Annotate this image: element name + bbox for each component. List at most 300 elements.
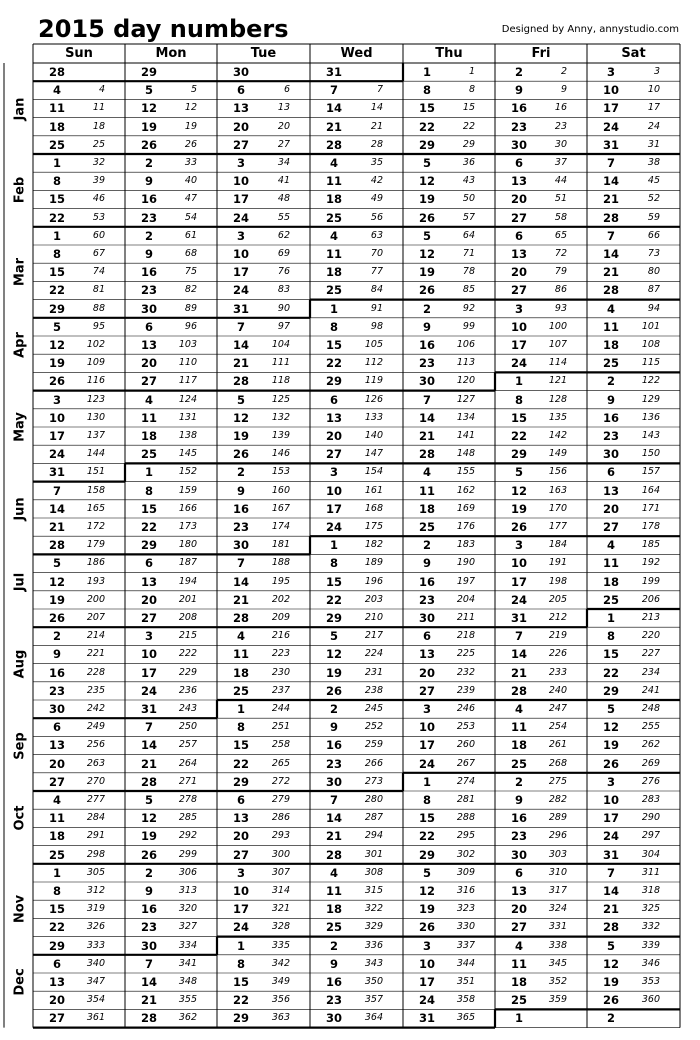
day-of-year: 360 — [641, 994, 660, 1006]
day-of-year: 150 — [641, 448, 660, 460]
day-of-year: 49 — [370, 193, 383, 205]
day-of-month: 2 — [52, 629, 61, 644]
day-of-month: 18 — [325, 192, 342, 207]
day-of-year: 313 — [178, 885, 197, 896]
day-of-month: 1 — [422, 65, 431, 79]
day-of-year: 60 — [92, 229, 105, 241]
day-of-year: 36 — [462, 157, 475, 168]
day-of-year: 272 — [271, 775, 290, 787]
day-of-year: 225 — [456, 648, 475, 660]
page-title: 2015 day numbers — [38, 15, 289, 43]
day-of-year: 29 — [462, 138, 475, 150]
day-of-year: 34 — [277, 157, 290, 168]
day-of-month: 26 — [602, 993, 619, 1008]
day-of-year: 120 — [456, 375, 475, 387]
weekday-header-sun: Sun — [65, 46, 93, 61]
day-of-year: 170 — [548, 502, 567, 514]
day-of-year: 265 — [271, 757, 290, 769]
day-of-year: 319 — [86, 903, 105, 915]
day-of-year: 89 — [184, 302, 197, 314]
day-of-month: 12 — [418, 174, 435, 189]
day-of-year: 157 — [641, 466, 660, 478]
day-of-year: 355 — [178, 994, 197, 1006]
day-of-year: 200 — [86, 593, 105, 605]
day-of-year: 303 — [548, 848, 567, 860]
day-of-year: 38 — [647, 157, 660, 168]
day-of-year: 124 — [178, 393, 197, 405]
day-of-month: 23 — [418, 592, 435, 607]
day-of-month: 14 — [418, 410, 435, 425]
day-of-month: 4 — [329, 228, 338, 243]
day-of-month: 8 — [329, 556, 338, 571]
day-of-month: 19 — [418, 192, 435, 207]
day-of-month: 15 — [418, 101, 435, 116]
day-of-month: 4 — [422, 465, 431, 480]
day-of-year: 201 — [178, 593, 197, 605]
day-of-year: 229 — [178, 666, 197, 678]
day-of-year: 146 — [271, 448, 290, 460]
day-of-year: 167 — [271, 502, 290, 514]
day-of-month: 20 — [48, 993, 65, 1008]
designer-credit: Designed by Anny, annystudio.com — [501, 24, 679, 35]
day-of-year: 96 — [184, 320, 197, 332]
day-of-month: 15 — [48, 902, 65, 917]
day-of-year: 77 — [370, 266, 383, 278]
day-of-year: 138 — [178, 430, 197, 441]
day-of-month: 22 — [232, 756, 249, 771]
day-of-month: 30 — [140, 938, 157, 953]
day-of-month: 23 — [140, 210, 157, 225]
day-of-year: 168 — [364, 502, 383, 514]
day-of-year: 132 — [271, 411, 290, 423]
day-of-month: 15 — [510, 410, 527, 425]
day-of-year: 93 — [554, 302, 567, 314]
weekday-header-thu: Thu — [435, 46, 463, 61]
day-of-month: 8 — [236, 956, 245, 971]
day-of-month: 13 — [48, 975, 65, 989]
day-of-month: 22 — [602, 665, 619, 680]
day-of-month: 25 — [602, 356, 619, 371]
day-of-month: 17 — [140, 665, 157, 680]
day-of-year: 3 — [653, 66, 660, 77]
day-of-month: 10 — [232, 247, 249, 261]
day-of-month: 19 — [418, 902, 435, 917]
day-of-month: 22 — [325, 592, 342, 607]
day-of-year: 328 — [271, 921, 290, 933]
day-of-month: 15 — [48, 192, 65, 207]
day-of-month: 10 — [325, 483, 342, 498]
day-of-month: 2 — [422, 301, 431, 316]
day-of-month: 18 — [602, 574, 619, 589]
day-of-month: 29 — [140, 65, 157, 79]
weekday-header-tue: Tue — [250, 46, 277, 61]
day-of-month: 9 — [329, 720, 338, 735]
day-of-month: 12 — [325, 647, 342, 662]
day-of-year: 279 — [271, 794, 290, 805]
month-label-text: Nov — [12, 895, 28, 924]
day-of-month: 29 — [48, 301, 65, 316]
day-of-month: 26 — [325, 683, 342, 698]
day-of-month: 17 — [510, 338, 527, 352]
day-of-month: 2 — [144, 865, 153, 880]
day-of-month: 20 — [140, 356, 157, 371]
day-of-month: 5 — [422, 865, 431, 880]
day-of-month: 31 — [48, 465, 65, 480]
day-of-year: 148 — [456, 448, 475, 460]
day-of-month: 3 — [606, 65, 615, 79]
day-of-month: 19 — [232, 429, 249, 443]
day-of-month: 29 — [418, 137, 435, 152]
day-of-year: 78 — [462, 266, 475, 278]
day-of-month: 28 — [602, 210, 619, 225]
day-of-month: 15 — [232, 975, 249, 989]
day-of-year: 46 — [92, 193, 105, 205]
day-of-year: 268 — [548, 757, 567, 769]
day-of-month: 20 — [418, 665, 435, 680]
day-of-year: 101 — [641, 320, 660, 332]
day-of-month: 9 — [236, 483, 245, 498]
day-of-month: 23 — [418, 356, 435, 371]
day-of-month: 5 — [144, 793, 153, 807]
day-of-year: 249 — [86, 721, 105, 733]
day-of-year: 110 — [178, 357, 197, 369]
day-of-year: 160 — [271, 484, 290, 496]
day-of-year: 306 — [178, 866, 197, 878]
day-of-month: 6 — [606, 465, 615, 480]
day-of-month: 2 — [514, 774, 523, 789]
day-of-month: 13 — [140, 574, 157, 589]
day-of-year: 158 — [86, 484, 105, 496]
day-of-month: 3 — [144, 629, 153, 644]
day-of-month: 13 — [602, 483, 619, 498]
day-of-month: 11 — [418, 483, 435, 498]
day-of-month: 24 — [602, 119, 619, 134]
day-of-year: 47 — [184, 193, 197, 205]
day-of-year: 343 — [364, 957, 383, 969]
day-of-month: 24 — [232, 210, 249, 225]
day-of-month: 26 — [418, 920, 435, 935]
day-of-year: 211 — [456, 612, 475, 623]
day-of-month: 8 — [422, 793, 431, 807]
day-of-month: 7 — [144, 956, 153, 971]
day-of-month: 30 — [418, 374, 435, 389]
day-of-month: 4 — [514, 938, 523, 953]
day-of-year: 199 — [641, 575, 660, 587]
day-of-year: 79 — [554, 266, 567, 278]
day-of-month: 4 — [329, 865, 338, 880]
day-of-year: 221 — [86, 648, 105, 660]
day-of-month: 19 — [140, 829, 157, 844]
day-of-month: 6 — [52, 956, 61, 971]
day-of-year: 127 — [456, 393, 475, 405]
day-of-month: 12 — [140, 811, 157, 826]
day-of-year: 227 — [641, 648, 660, 660]
day-of-month: 12 — [48, 338, 65, 352]
day-of-year: 75 — [184, 266, 197, 278]
month-label-text: Dec — [12, 968, 28, 996]
month-label-text: Jan — [12, 97, 28, 120]
day-of-year: 27 — [277, 138, 290, 150]
day-of-month: 23 — [140, 283, 157, 298]
day-of-year: 64 — [462, 229, 475, 241]
day-of-year: 106 — [456, 339, 475, 350]
month-label-text: Jun — [12, 497, 28, 521]
day-of-year: 141 — [456, 430, 475, 441]
day-of-month: 12 — [232, 410, 249, 425]
day-of-year: 344 — [456, 957, 475, 969]
day-of-year: 318 — [641, 885, 660, 896]
day-of-month: 21 — [140, 993, 157, 1008]
day-of-year: 20 — [277, 120, 290, 132]
day-of-year: 82 — [184, 284, 197, 296]
day-of-month: 16 — [325, 738, 342, 753]
day-of-year: 320 — [178, 903, 197, 915]
day-of-year: 172 — [86, 521, 105, 532]
day-of-month: 22 — [48, 210, 65, 225]
day-of-year: 15 — [462, 102, 475, 114]
day-of-year: 248 — [641, 703, 660, 714]
day-of-month: 22 — [48, 920, 65, 935]
day-of-month: 26 — [48, 611, 65, 625]
day-of-month: 25 — [140, 447, 157, 462]
day-of-month: 21 — [325, 119, 342, 134]
day-of-month: 20 — [140, 592, 157, 607]
day-of-year: 315 — [364, 885, 383, 896]
day-of-month: 10 — [602, 83, 619, 98]
day-of-year: 126 — [364, 393, 383, 405]
day-of-year: 39 — [92, 175, 105, 187]
day-of-year: 224 — [364, 648, 383, 660]
day-of-month: 21 — [602, 192, 619, 207]
day-of-month: 13 — [232, 811, 249, 826]
day-of-month: 15 — [418, 811, 435, 826]
day-of-month: 30 — [232, 65, 249, 79]
day-of-year: 305 — [86, 866, 105, 878]
day-of-month: 30 — [602, 447, 619, 462]
day-of-year: 159 — [178, 484, 197, 496]
day-of-year: 206 — [641, 593, 660, 605]
day-of-month: 7 — [52, 483, 61, 498]
day-of-year: 351 — [456, 976, 475, 987]
day-of-year: 281 — [456, 794, 475, 805]
day-of-month: 10 — [510, 319, 527, 334]
day-of-year: 214 — [86, 630, 105, 642]
day-of-month: 1 — [514, 374, 523, 389]
day-of-month: 16 — [418, 338, 435, 352]
day-of-month: 19 — [602, 738, 619, 753]
day-of-month: 12 — [48, 574, 65, 589]
day-of-year: 259 — [364, 739, 383, 751]
day-of-year: 10 — [647, 84, 660, 96]
day-of-year: 125 — [271, 393, 290, 405]
day-of-year: 254 — [548, 721, 567, 733]
day-of-month: 25 — [48, 137, 65, 152]
day-of-year: 270 — [86, 775, 105, 787]
day-of-year: 103 — [178, 339, 197, 350]
day-of-year: 83 — [277, 284, 290, 296]
day-of-month: 9 — [514, 83, 523, 98]
day-of-year: 348 — [178, 976, 197, 987]
day-of-year: 174 — [271, 521, 290, 532]
day-of-year: 25 — [92, 138, 105, 150]
day-of-year: 266 — [364, 757, 383, 769]
day-of-month: 27 — [418, 683, 435, 698]
day-of-month: 31 — [602, 137, 619, 152]
day-of-month: 2 — [422, 538, 431, 553]
day-of-month: 14 — [48, 501, 65, 516]
day-of-year: 278 — [178, 794, 197, 805]
day-of-month: 14 — [232, 338, 249, 352]
day-of-year: 55 — [277, 211, 290, 223]
day-of-month: 1 — [606, 611, 615, 625]
day-of-month: 2 — [236, 465, 245, 480]
day-of-month: 3 — [236, 865, 245, 880]
day-of-year: 179 — [86, 539, 105, 551]
day-of-year: 204 — [456, 593, 475, 605]
day-of-year: 145 — [178, 448, 197, 460]
day-of-month: 12 — [418, 247, 435, 261]
day-of-year: 11 — [92, 102, 105, 114]
day-of-year: 358 — [456, 994, 475, 1006]
day-of-year: 361 — [86, 1012, 105, 1024]
day-of-month: 22 — [48, 283, 65, 298]
day-of-month: 5 — [422, 228, 431, 243]
day-of-year: 245 — [364, 703, 383, 714]
day-of-month: 30 — [325, 774, 342, 789]
day-of-year: 102 — [86, 339, 105, 350]
day-of-year: 105 — [364, 339, 383, 350]
day-of-month: 11 — [232, 647, 249, 662]
day-of-month: 5 — [514, 465, 523, 480]
day-of-month: 5 — [422, 156, 431, 170]
day-of-year: 95 — [92, 320, 105, 332]
day-of-month: 13 — [510, 884, 527, 898]
day-of-year: 219 — [548, 630, 567, 642]
day-of-month: 4 — [514, 702, 523, 716]
day-of-month: 15 — [602, 647, 619, 662]
day-of-year: 365 — [456, 1012, 475, 1024]
day-of-month: 29 — [418, 847, 435, 862]
day-of-month: 12 — [602, 956, 619, 971]
day-of-year: 68 — [184, 248, 197, 259]
day-of-year: 178 — [641, 521, 660, 532]
day-of-year: 283 — [641, 794, 660, 805]
day-of-year: 111 — [271, 357, 290, 369]
day-of-year: 295 — [456, 830, 475, 842]
day-of-month: 6 — [236, 83, 245, 98]
day-of-month: 2 — [606, 1011, 615, 1026]
day-of-year: 131 — [178, 411, 197, 423]
day-of-year: 242 — [86, 703, 105, 714]
day-of-year: 32 — [92, 157, 105, 168]
day-of-month: 16 — [602, 410, 619, 425]
day-of-year: 114 — [548, 357, 567, 369]
day-of-month: 8 — [514, 392, 523, 407]
day-of-month: 9 — [606, 392, 615, 407]
day-of-year: 117 — [178, 375, 197, 387]
day-of-year: 301 — [364, 848, 383, 860]
day-of-year: 112 — [364, 357, 383, 369]
day-of-year: 80 — [647, 266, 660, 278]
day-of-month: 15 — [325, 574, 342, 589]
day-of-month: 1 — [514, 1011, 523, 1026]
day-of-month: 8 — [236, 720, 245, 735]
day-of-month: 23 — [325, 993, 342, 1008]
day-of-month: 27 — [232, 847, 249, 862]
day-of-year: 40 — [184, 175, 197, 187]
day-of-month: 20 — [602, 501, 619, 516]
day-of-year: 115 — [641, 357, 660, 369]
day-of-month: 7 — [236, 556, 245, 571]
day-of-year: 66 — [647, 229, 660, 241]
day-of-year: 286 — [271, 812, 290, 824]
day-of-month: 3 — [514, 301, 523, 316]
day-of-year: 22 — [462, 120, 475, 132]
day-of-year: 223 — [271, 648, 290, 660]
day-of-year: 255 — [641, 721, 660, 733]
day-of-month: 5 — [236, 392, 245, 407]
day-of-year: 162 — [456, 484, 475, 496]
day-of-year: 261 — [548, 739, 567, 751]
day-of-year: 345 — [548, 957, 567, 969]
day-of-month: 29 — [48, 938, 65, 953]
day-of-year: 24 — [647, 120, 660, 132]
day-of-year: 56 — [370, 211, 383, 223]
day-of-month: 5 — [606, 938, 615, 953]
day-of-year: 53 — [92, 211, 105, 223]
day-of-month: 25 — [418, 520, 435, 534]
day-of-year: 331 — [548, 921, 567, 933]
day-of-year: 195 — [271, 575, 290, 587]
day-of-month: 29 — [232, 774, 249, 789]
day-of-year: 17 — [647, 102, 660, 114]
day-of-year: 188 — [271, 557, 290, 569]
day-of-month: 3 — [329, 465, 338, 480]
day-of-month: 27 — [510, 210, 527, 225]
day-of-month: 18 — [232, 665, 249, 680]
day-of-year: 164 — [641, 484, 660, 496]
day-of-month: 5 — [52, 556, 61, 571]
day-of-year: 271 — [178, 775, 197, 787]
day-of-year: 237 — [271, 684, 290, 696]
day-of-month: 30 — [140, 301, 157, 316]
day-of-year: 269 — [641, 757, 660, 769]
day-of-month: 28 — [602, 283, 619, 298]
day-of-month: 1 — [236, 938, 245, 953]
day-of-year: 253 — [456, 721, 475, 733]
day-of-month: 10 — [418, 956, 435, 971]
day-of-year: 97 — [277, 320, 290, 332]
day-of-year: 171 — [641, 502, 660, 514]
day-of-year: 231 — [364, 666, 383, 678]
day-of-month: 10 — [140, 647, 157, 662]
day-of-year: 312 — [86, 885, 105, 896]
day-of-year: 241 — [641, 684, 660, 696]
day-of-year: 288 — [456, 812, 475, 824]
day-of-year: 149 — [548, 448, 567, 460]
day-of-month: 23 — [232, 520, 249, 534]
day-of-year: 33 — [184, 157, 197, 168]
day-of-year: 48 — [277, 193, 290, 205]
day-of-year: 183 — [456, 539, 475, 551]
day-of-month: 24 — [602, 829, 619, 844]
day-of-year: 359 — [548, 994, 567, 1006]
day-of-year: 7 — [376, 84, 383, 96]
day-of-month: 4 — [606, 301, 615, 316]
day-of-month: 22 — [510, 429, 527, 443]
day-of-month: 11 — [510, 956, 527, 971]
day-of-year: 308 — [364, 866, 383, 878]
